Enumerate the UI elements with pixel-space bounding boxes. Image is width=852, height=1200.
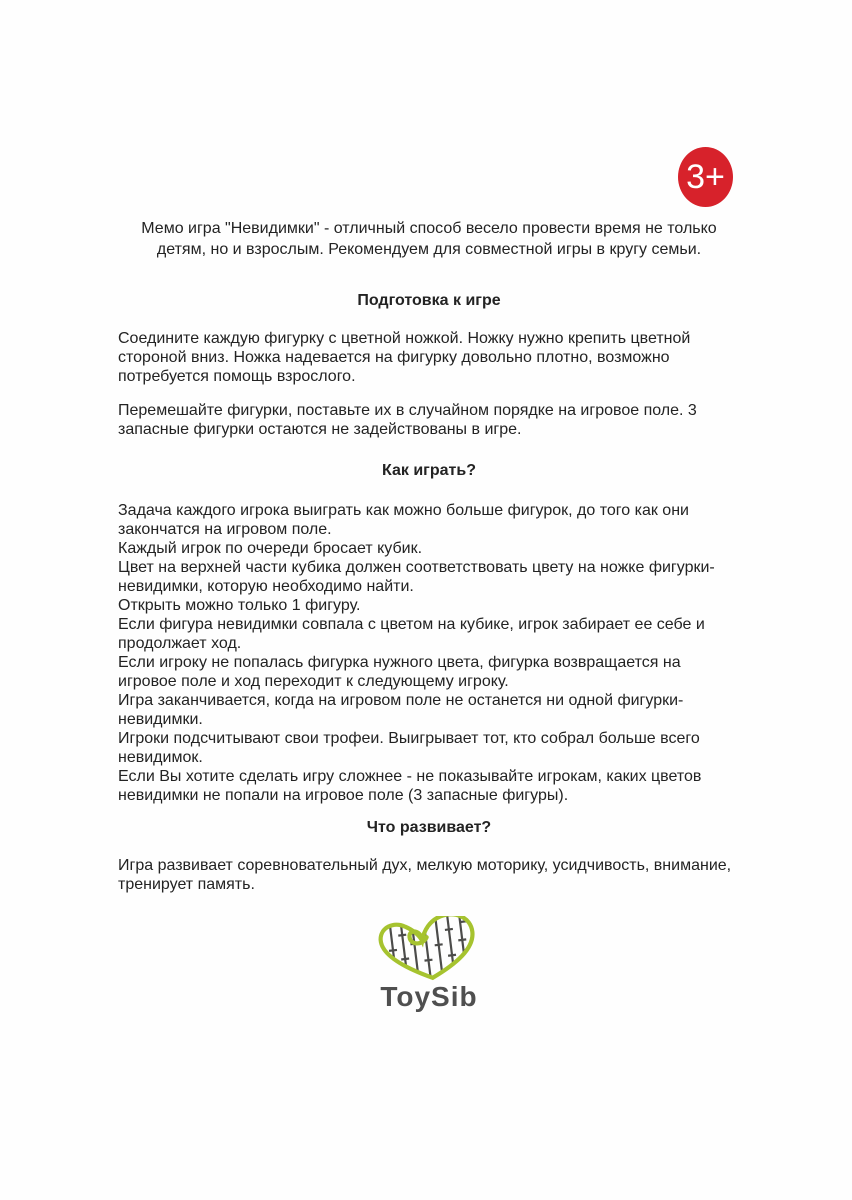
section-heading-preparation: Подготовка к игре <box>357 292 501 309</box>
rule-line: Задача каждого игрока выиграть как можно больше фигурок, до того как они закончатся на игровом поле. <box>118 502 689 538</box>
rule-line: Если Вы хотите сделать игру сложнее - не показывайте игрокам, каких цветов невидимки не попали на игровое поле (3 запасные фигуры). <box>118 768 702 804</box>
intro-paragraph: Мемо игра "Невидимки" - отличный способ весело провести время не только детям, но и взрослым. Рекомендуем для совместной игры в кругу семьи. <box>141 220 717 258</box>
rule-line: Каждый игрок по очереди бросает кубик. <box>118 540 423 557</box>
brand-name: ToySib <box>380 981 478 1012</box>
develops-paragraph: Игра развивает соревновательный дух, мелкую моторику, усидчивость, внимание, тренирует память. <box>118 857 732 893</box>
section-heading-how-to-play: Как играть? <box>382 462 476 479</box>
rule-line: Игроки подсчитывают свои трофеи. Выигрывает тот, кто собрал больше всего невидимок. <box>118 730 700 766</box>
rule-line: Если игроку не попалась фигурка нужного цвета, фигурка возвращается на игровое поле и ход переходит к следующему игроку. <box>118 654 681 690</box>
rule-line: Цвет на верхней части кубика должен соответствовать цвету на ножке фигурки-невидимки, которую необходимо найти. <box>118 559 715 595</box>
heart-birch-icon <box>341 916 517 984</box>
rule-line: Открыть можно только 1 фигуру. <box>118 597 361 614</box>
toysib-logo <box>118 916 740 1012</box>
preparation-paragraph-1: Соедините каждую фигурку с цветной ножкой. Ножку нужно крепить цветной стороной вниз. Ножка надевается на фигурку довольно плотно, возможно потребуется помощь взрослого. <box>118 330 691 385</box>
rule-line: Если фигура невидимки совпала с цветом на кубике, игрок забирает ее себе и продолжает ход. <box>118 616 705 652</box>
rule-line: Игра заканчивается, когда на игровом поле не останется ни одной фигурки-невидимки. <box>118 692 684 728</box>
age-badge: 3+ <box>678 147 733 207</box>
instruction-content <box>118 218 740 1012</box>
section-heading-develops: Что развивает? <box>366 819 492 836</box>
preparation-paragraph-2: Перемешайте фигурки, поставьте их в случайном порядке на игровое поле. 3 запасные фигурки остаются не задействованы в игре. <box>118 402 697 438</box>
rules-list <box>118 501 740 805</box>
